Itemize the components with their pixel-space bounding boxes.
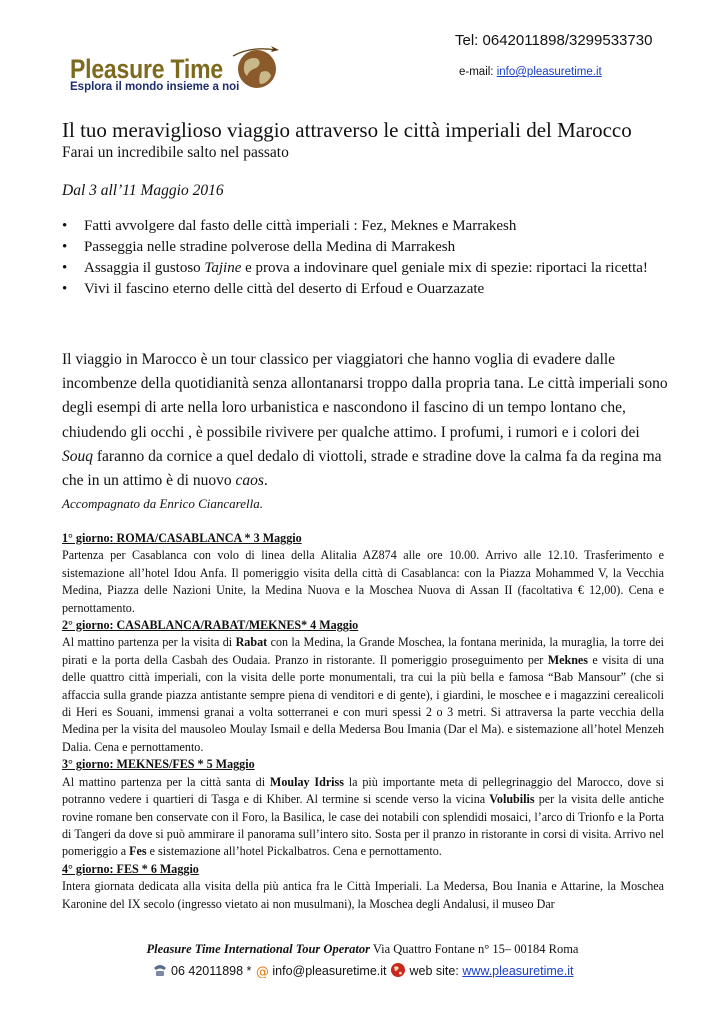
- text-run: Partenza per Casablanca con volo di linea della Alitalia AZ874 alle ore 10.00. Arrivo alle 12.10. Trasferimento e sistemazione all’hotel Idou Anfa. Il pomeriggio visita della città di Casablanca: con la Piazza Mohammed V, la Vecchia Medina, Piazza delle Nazioni Unite, la Medina Nuova e la Moschea Nuova di Assan II (facoltativa € 12,00). Cena e pernottamento.: [62, 548, 664, 615]
- text-run: e visita di una delle quattro città imperiali, con la visita delle porte monumentali, tra cui la più bella e famosa “Bab Mansour” (che si affaccia sulla grande piazza antistante sempre piena di venditori e di gente), i giardini, le moschee e i magazzini cerealicoli di Heri es Souani, immensi granai a volta sotterranei e con muri spessi 2 o 3 metri. Si attraversa la parte vecchia della Medina per la visita del mausoleo Moulay Ismail e della Medersa Bou Imania (Dar el Ma). e sistemazione all’hotel Menzeh Dalia. Cena e pernottamento.: [62, 652, 665, 754]
- globe-icon: [390, 962, 406, 978]
- footer-contact-line: [0, 962, 725, 978]
- logo-tagline: Esplora il mondo insieme a noi: [70, 81, 240, 93]
- footer-web-link[interactable]: www.pleasuretime.it: [462, 964, 574, 978]
- day-description: [62, 634, 664, 756]
- day-heading: 1° giorno: ROMA/CASABLANCA * 3 Maggio: [62, 531, 302, 545]
- text-run: Il viaggio in Marocco è un tour classico per viaggiatori che hanno voglia di evadere dalle incombenze della quotidianità senza allontanarsi troppo dalla propria tana. Le città imperiali sono degli esempi di arte nella loro urbanistica e nascondono il fascino di un tempo lontano che, chiudendo gli occhi , è possibile rivivere per qualche attimo. I profumi, i rumori e i colori dei: [62, 351, 668, 441]
- globe-airplane-icon: [231, 44, 281, 90]
- footer-phone: 06 42011898 *: [171, 964, 252, 978]
- day-description: [62, 547, 664, 617]
- day-heading: 2° giorno: CASABLANCA/RABAT/MEKNES* 4 Maggio: [62, 618, 359, 633]
- text-run: la più importante meta di pellegrinaggio del Marocco, dove si potranno vedere i quartieri di Tasga e di Khiber. Al termine si scende verso la vicina: [62, 774, 664, 807]
- footer-web-label: web site:: [409, 964, 463, 978]
- text-run: faranno da cornice a quel dedalo di viottoli, strade e stradine dove la calma fa da regina ma che in un attimo è di nuovo: [62, 447, 662, 490]
- svg-text:@: @: [255, 965, 269, 978]
- page-title: Il tuo meraviglioso viaggio attraverso le città imperiali del Marocco: [62, 118, 632, 142]
- header-email-line: [459, 66, 602, 78]
- highlight-item: [62, 237, 662, 258]
- highlights-list: [62, 216, 662, 300]
- intro-paragraph: [62, 348, 674, 493]
- footer-address: Via Quattro Fontane n° 15– 00184 Roma: [369, 942, 579, 956]
- day-description: [62, 774, 664, 861]
- text-run: Souq: [62, 447, 93, 465]
- day-description: [62, 878, 664, 913]
- text-run: Passeggia nelle stradine polverose della Medina di Marrakesh: [84, 239, 456, 255]
- footer-operator-line: [0, 942, 725, 957]
- text-run: Al mattino partenza per la visita di: [62, 635, 236, 650]
- text-run: caos: [235, 472, 264, 490]
- footer-email: info@pleasuretime.it: [272, 964, 387, 978]
- text-run: Fatti avvolgere dal fasto delle città imperiali : Fez, Meknes e Marrakesh: [84, 218, 517, 234]
- highlight-item: [62, 258, 662, 279]
- text-run: Vivi il fascino eterno delle città del deserto di Erfoud e Ouarzazate: [84, 281, 485, 297]
- day-heading: 4° giorno: FES * 6 Maggio: [62, 861, 199, 876]
- at-sign-icon: [255, 964, 269, 978]
- day-heading: 3° giorno: MEKNES/FES * 5 Maggio: [62, 757, 255, 772]
- text-run: Meknes: [547, 652, 588, 667]
- header-email-label: e-mail:: [459, 66, 497, 78]
- trip-dates: Dal 3 all’11 Maggio 2016: [62, 182, 224, 199]
- text-run: Volubilis: [489, 792, 535, 807]
- text-run: Rabat: [235, 635, 268, 650]
- text-run: Intera giornata dedicata alla visita della più antica fra le Città Imperiali. La Medersa, Bou Inania e Attarine, la Moschea Karonine del IX secolo (ingresso vietato ai non musulmani), la Moschea degli Andalusi, il museo Dar: [62, 879, 664, 911]
- logo-name: Pleasure Time: [70, 54, 223, 84]
- highlight-item: [62, 279, 662, 300]
- text-run: per la visita delle antiche rovine romane ben conservate con il Foro, la Basilica, le case dei notabili con splendidi mosaici, l’arco di Trionfo e la Porta di Tangeri da dove si può ammirare il panorama sull’intero sito. Sosta per il pranzo in ristorante in corsi di visita. Arrivo nel pomeriggio a: [62, 792, 664, 859]
- company-logo: [62, 40, 292, 100]
- text-run: Moulay Idriss: [269, 774, 344, 789]
- text-run: con la Medina, la Grande Moschea, la fontana merinida, la muraglia, la torre dei pirati e la porta della Casbah des Oudaia. Pranzo in ristorante. Il pomeriggio proseguimento per: [62, 635, 664, 667]
- itinerary: [62, 530, 664, 913]
- text-run: e prova a indovinare quel geniale mix di spezie: riportaci la ricetta!: [241, 260, 648, 276]
- header-phone: Tel: 0642011898/3299533730: [455, 32, 653, 49]
- highlight-item: [62, 216, 662, 237]
- guide-note: Accompagnato da Enrico Ciancarella.: [62, 496, 263, 511]
- header-email-link[interactable]: info@pleasuretime.it: [496, 66, 602, 78]
- text-run: Tajine: [204, 260, 242, 276]
- text-run: .: [263, 472, 268, 490]
- page-subtitle: Farai un incredibile salto nel passato: [62, 144, 289, 161]
- text-run: Al mattino partenza per la città santa di: [62, 774, 270, 789]
- text-run: Assaggia il gustoso: [84, 260, 205, 276]
- text-run: e sistemazione all’hotel Pickalbatros. Cena e pernottamento.: [146, 844, 442, 859]
- text-run: Fes: [129, 844, 147, 859]
- footer-operator: Pleasure Time International Tour Operator: [146, 942, 370, 956]
- phone-icon: [152, 962, 168, 978]
